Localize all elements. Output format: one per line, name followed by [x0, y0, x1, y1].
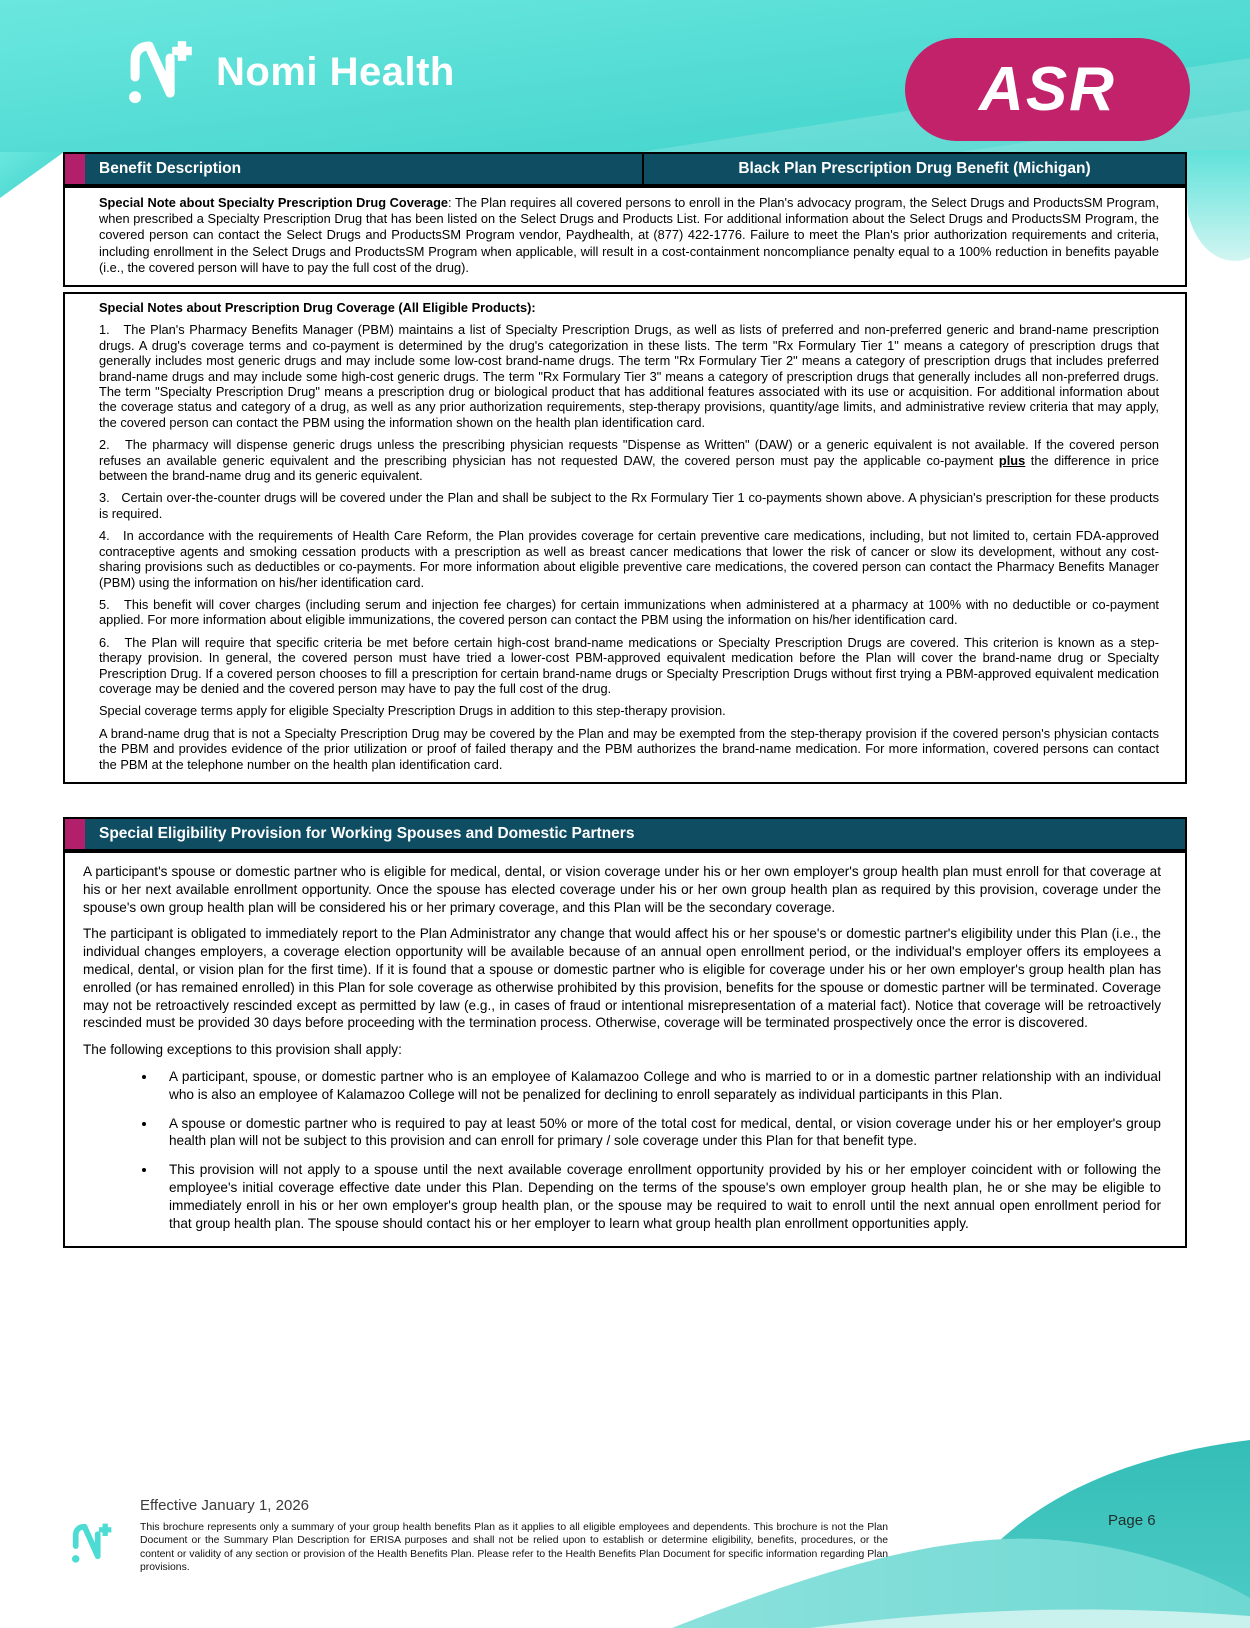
- eligibility-box: [63, 851, 1187, 1248]
- rx-note-item-2-post: the difference in price between the brand-name drug and its generic equivalent.: [99, 452, 1159, 484]
- asr-badge-label: ASR: [979, 55, 1116, 124]
- eligibility-para-1: A participant's spouse or domestic partner who is eligible for medical, dental, or vision coverage under his or her own employer's group health plan must enroll for that coverage at his or her next available enrollment opportunity. Once the spouse has elected coverage under his or her own group health plan as required by this provision, coverage under the spouse's own group health plan will be considered his or her primary coverage, and this Plan will be the secondary coverage.: [83, 863, 1161, 915]
- special-note-body: : The Plan requires all covered persons to enroll in the Plan's advocacy program, the Select Drugs and ProductsSM Program, when prescribed a Specialty Prescription Drug that has been listed on the Select Drugs and Products List. For additional information about the Select Drugs and ProductsSM Program, the covered person can contact the Select Drugs and ProductsSM Program vendor, Paydhealth, at (877) 422-1776. Failure to meet the Plan's prior authorization requirements and criteria, including enrollment in the Select Drugs and ProductsSM Program when applicable, will result in a cost-containment noncompliance penalty equal to a 100% reduction in benefits payable (i.e., the covered person will have to pay the full cost of the drug).: [99, 195, 1160, 275]
- benefit-table-header: [63, 152, 1187, 186]
- effective-date: Effective January 1, 2026: [140, 1497, 309, 1514]
- rx-note-item-1: 1. The Plan's Pharmacy Benefits Manager (PBM) maintains a list of Specialty Prescription Drugs, as well as lists of preferred and non-preferred generic and brand-name prescription drugs. A drug's coverage terms and co-payment is determined by the drug's categorization in these lists. The term "Rx Formulary Tier 1" means a category of prescription drugs that generally includes most generic drugs and may include some low-cost brand-name drugs. The term "Rx Formulary Tier 2" means a category of prescription drugs that includes preferred brand-name drugs and may include some high-cost generic drugs. The term "Rx Formulary Tier 3" means a category of prescription drugs that generally includes all non-preferred drugs. The term "Specialty Prescription Drug" means a prescription drug or biological product that has additional features associated with its use or acquisition. For additional information about the coverage status and category of a drug, as well as any prior authorization requirements, step-therapy provisions, quantity/age limits, and administrative review criteria that may apply, the covered person can contact the PBM using the information shown on the health plan identification card.: [99, 322, 1159, 430]
- magenta-accent-block: [65, 819, 85, 849]
- special-note-box: [63, 186, 1187, 287]
- content-column: [63, 152, 1187, 1248]
- special-note-lead: Special Note about Specialty Prescription Drug Coverage: [99, 195, 449, 210]
- rx-note-item-5: 5. This benefit will cover charges (including serum and injection fee charges) for certain immunizations when administered at a pharmacy at 100% with no deductible or co-payment applied. For more information about eligible immunizations, the covered person can contact the PBM using the information on his/her identification card.: [99, 596, 1159, 628]
- exception-list: [83, 1068, 1161, 1232]
- nomi-health-logo: [126, 36, 455, 108]
- special-note-text: [99, 195, 1159, 275]
- rx-note-item-2: [99, 437, 1159, 483]
- rx-note-item-2-pre: 2. The pharmacy will dispense generic drugs unless the prescribing physician requests "Dispense as Written" (DAW) or a generic equivalent is not available. If the covered person refuses an available generic equivalent and the prescribing physician has not requested DAW, the covered person must pay the applicable co-payment: [99, 437, 1159, 468]
- magenta-accent-block: [65, 154, 85, 184]
- asr-badge: [905, 38, 1190, 141]
- eligibility-section-bar: [63, 817, 1187, 851]
- exception-item-1: • A participant, spouse, or domestic partner who is an employee of Kalamazoo College and who is married to or in a domestic partner relationship with an individual who is also an employee of Kalamazoo College will not be penalized for declining to enroll separately as individual participants in this Plan.: [157, 1068, 1161, 1104]
- rx-note-item-2-emphasis: plus: [998, 452, 1026, 468]
- rx-note-brand-exemption: A brand-name drug that is not a Specialty Prescription Drug may be covered by the Plan and may be exempted from the step-therapy provision if the covered person's physician contacts the PBM and provides evidence of the prior utilization or proof of failed therapy and the PBM authorizes the brand-name medication. For more information, covered persons can contact the PBM at the telephone number on the health plan identification card.: [99, 725, 1159, 772]
- rx-note-step-therapy: Special coverage terms apply for eligible Specialty Prescription Drugs in addition to this step-therapy provision.: [99, 703, 726, 719]
- plan-title-header: Black Plan Prescription Drug Benefit (Michigan): [738, 160, 1091, 177]
- page-number: Page 6: [1108, 1512, 1156, 1529]
- rx-note-item-3: 3. Certain over-the-counter drugs will be covered under the Plan and shall be subject to the Rx Formulary Tier 1 co-payments shown above. A physician's prescription for these products is required.: [99, 490, 1159, 521]
- eligibility-para-2: The participant is obligated to immediately report to the Plan Administrator any change that would affect his or her spouse's or domestic partner's eligibility under this Plan (i.e., the individual changes employers, a coverage election opportunity will be available because of an annual open enrollment period, or the individual's employer offers its employees a medical, dental, or vision plan for the first time). If it is found that a spouse or domestic partner who is eligible for coverage under his or her own employer's group health plan has enrolled (or has remained enrolled) in this Plan for sole coverage as otherwise prohibited by this provision, benefits for the spouse or domestic partner will be terminated. Coverage may not be retroactively rescinded except as permitted by law (e.g., in cases of fraud or intentional misrepresentation of a material fact). Notice that coverage will be retroactively rescinded must be provided 30 days before proceeding with the termination process. Otherwise, coverage will be terminated prospectively once the error is discovered.: [83, 926, 1161, 1031]
- nomi-logo-mark-icon: [126, 36, 196, 108]
- eligibility-para-3: The following exceptions to this provision shall apply:: [83, 1042, 402, 1058]
- rx-notes-box: [63, 292, 1187, 784]
- exception-item-3: • This provision will not apply to a spouse until the next available coverage enrollment opportunity provided by his or her employer coincident with or following the employee's initial coverage effective date under this Plan. Depending on the terms of the spouse's own employer group health plan, he or she may be eligible to immediately enroll in his or her own employer's group health plan, or the spouse may be required to wait to enroll until the next annual open enrollment period for that group health plan. The spouse should contact his or her employer to learn what group health plan enrollment opportunities apply.: [157, 1161, 1161, 1232]
- benefit-description-header: Benefit Description: [99, 160, 242, 177]
- rx-notes-heading: Special Notes about Prescription Drug Coverage (All Eligible Products):: [99, 300, 536, 316]
- section-gap: [63, 784, 1187, 817]
- rx-note-item-4: 4. In accordance with the requirements of Health Care Reform, the Plan provides coverage for certain preventive care medications, including, but not limited to, certain FDA-approved contraceptive agents and smoking cessation products with a prescription as well as breast cancer medications that lower the risk of cancer or slow its development, without any cost-sharing provisions such as deductibles or co-payments. For more information about eligible preventive care medications, the covered person can contact the Pharmacy Benefits Manager (PBM) using the information on his/her identification card.: [99, 528, 1159, 590]
- exception-item-2: • A spouse or domestic partner who is required to pay at least 50% or more of the total cost for medical, dental, or vision coverage under his or her employer's group health plan will not be subject to this provision and can enroll for primary / sole coverage under this Plan for that benefit type.: [157, 1115, 1161, 1151]
- brand-wordmark: Nomi Health: [216, 49, 455, 94]
- rx-note-item-6: 6. The Plan will require that specific criteria be met before certain high-cost brand-name medications or Specialty Prescription Drugs are covered. This criterion is known as a step-therapy provision. In general, the covered person must have tried a lower-cost PBM-approved equivalent medication before the Plan will cover the brand-name drug or Specialty Prescription Drug. If a covered person chooses to fill a prescription for certain brand-name drugs or Specialty Prescription Drugs without first trying a PBM-approved equivalent medication coverage may be denied and the covered person may have to pay the full cost of the drug.: [99, 634, 1159, 696]
- eligibility-heading: Special Eligibility Provision for Working Spouses and Domestic Partners: [99, 824, 635, 842]
- disclaimer-text: This brochure represents only a summary of your group health benefits Plan as it applies to all eligible employees and dependents. This brochure is not the Plan Document or the Summary Plan Description for ERISA purposes and shall not be relied upon to establish or determine eligibility, benefits, procedures, or the content or validity of any section or provision of the Health Benefits Plan. Please refer to the Health Benefits Plan Document for specific information regarding Plan provisions.: [140, 1522, 888, 1573]
- footer-logo-mark-icon: [70, 1516, 114, 1570]
